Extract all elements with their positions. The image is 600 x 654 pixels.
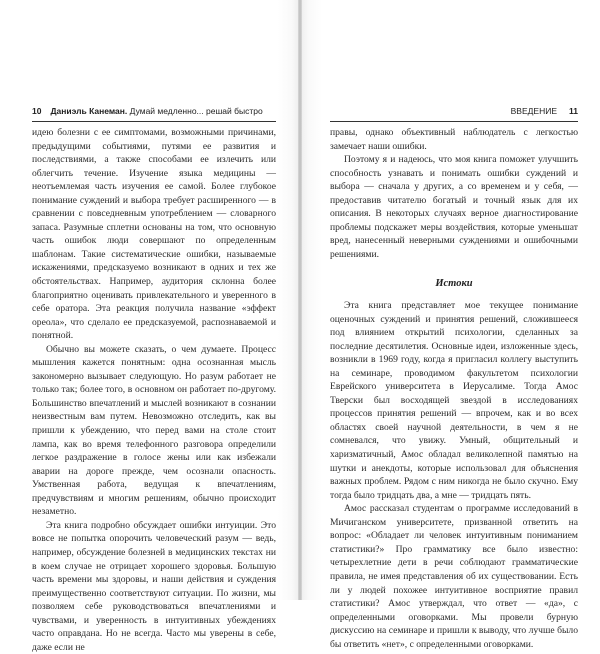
left-paragraph-1: идею болезни с ее симптомами, возможными причинами, предыдущими событиями, путями ее развития и последствиями, а также способами ее излечить или облегчить течение. Изучение языка медицины — неотъемлемая часть изучения ее самой. Более глубокое понимание суждений и выбора требует расширенного — в сравнении с повседневным употреблением — словарного запаса. Разумные сплетни основаны на том, что основную часть ошибок люди совершают по определенным шаблонам. Такие систематические ошибки, называемые искажениями, предсказуемо возникают в одних и тех же обстоятельствах. Например, аудитория склонна более благоприятно оценивать привлекательного и уверенного в себе оратора. Эта реакция получила название «эффект ореола», что сделало ее предсказуемой, распознаваемой и понятной. (32, 127, 276, 342)
book-gutter (298, 0, 302, 600)
left-paragraph-2: Обычно вы можете сказать, о чем думаете. Процесс мышления кажется понятным: одна осознанная мысль закономерно вызывает следующую. Но разум работает не только так; более того, в основном он работает по-другому. Большинство впечатлений и мыслей возникают в сознании неизвестным вам путем. Невозможно отследить, как вы пришли к убеждению, что перед вами на столе стоит лампа, как во время телефонного разговора определили легкое раздражение в голосе жены или как избежали аварии на дороге прежде, чем осознали опасность. Умственная работа, ведущая к впечатлениям, предчувствиям и многим решениям, обычно происходит незаметно. (32, 343, 276, 518)
running-head-section: ВВЕДЕНИЕ (510, 106, 557, 116)
left-page-number: 10 (32, 106, 42, 116)
running-head-title: Думай медленно... решай быстро (129, 106, 263, 116)
right-paragraph-4: Амос рассказал студентам о программе исследований в Мичиганском университете, призванной ответить на вопрос: «Обладает ли человек интуитивным пониманием статистики?» Про грамматику все было известно: четырехлетние дети в речи соблюдают грамматические правила, не имея представления об их существовании. Есть ли у людей похожее интуитивное восприятие правил статистики? Амос утверждал, что ответ — «да», с определенными оговорками. Мы провели бурную дискуссию на семинаре и пришли к выводу, что лучше было бы ответить «нет», с определенными оговорками. (330, 503, 578, 650)
left-paragraph-3: Эта книга подробно обсуждает ошибки интуиции. Это вовсе не попытка опорочить человеческий разум — ведь, например, обсуждение болезней в медицинских текстах ни в коем случае не отрицает хорошего здоровья. Большую часть времени мы здоровы, и наши действия и суждения преимущественно соответствуют ситуации. По жизни, мы позволяем себе руководствоваться впечатлениями и чувствами, и уверенность в интуитивных убеждениях часто оправдана. Но не всегда. Часто мы уверены в себе, даже если не (32, 519, 276, 653)
right-running-head (330, 104, 578, 118)
left-page (0, 0, 300, 653)
left-running-head (32, 104, 280, 118)
running-head-author: Даниэль Канеман. (50, 106, 128, 116)
left-text-column (32, 126, 276, 654)
right-page-number: 11 (569, 106, 578, 116)
right-paragraph-3: Эта книга представляет мое текущее понимание оценочных суждений и принятия решений, сложившееся под влиянием открытий психологии, сделанных за последние десятилетия. Основные идеи, изложенные здесь, возникли в 1969 году, когда я пригласил коллегу выступить на семинаре, проводимом факультетом психологии Еврейского университета в Иерусалиме. Тогда Амос Тверски был восходящей звездой в исследованиях процессов принятия решений — впрочем, как и во всех областях своей научной деятельности, в чем я не сомневался, что увижу. Умный, общительный и харизматичный, Амос обладал великолепной памятью на шутки и анекдоты, которые использовал для объяснения важных проблем. Рядом с ним никогда не было скучно. Ему тогда было тридцать два, а мне — тридцать пять. (330, 300, 578, 501)
section-title: Истоки (435, 278, 473, 290)
left-header-rule (32, 121, 276, 122)
right-paragraph-1: правы, однако объективный наблюдатель с легкостью замечает наши ошибки. (330, 127, 578, 152)
right-text-column (330, 126, 578, 651)
right-paragraph-2: Поэтому я и надеюсь, что моя книга поможет улучшить способность узнавать и понимать ошибки суждений и выбора — сначала у других, а со временем и у себя, — предоставив читателю богатый и точный язык для их описания. В некоторых случаях верное диагностирование проблемы подскажет меры воздействия, которые уменьшат вред, нанесенный неверными суждениями и ошибочными решениями. (330, 154, 578, 260)
right-header-rule (330, 121, 578, 122)
right-page (300, 0, 600, 650)
